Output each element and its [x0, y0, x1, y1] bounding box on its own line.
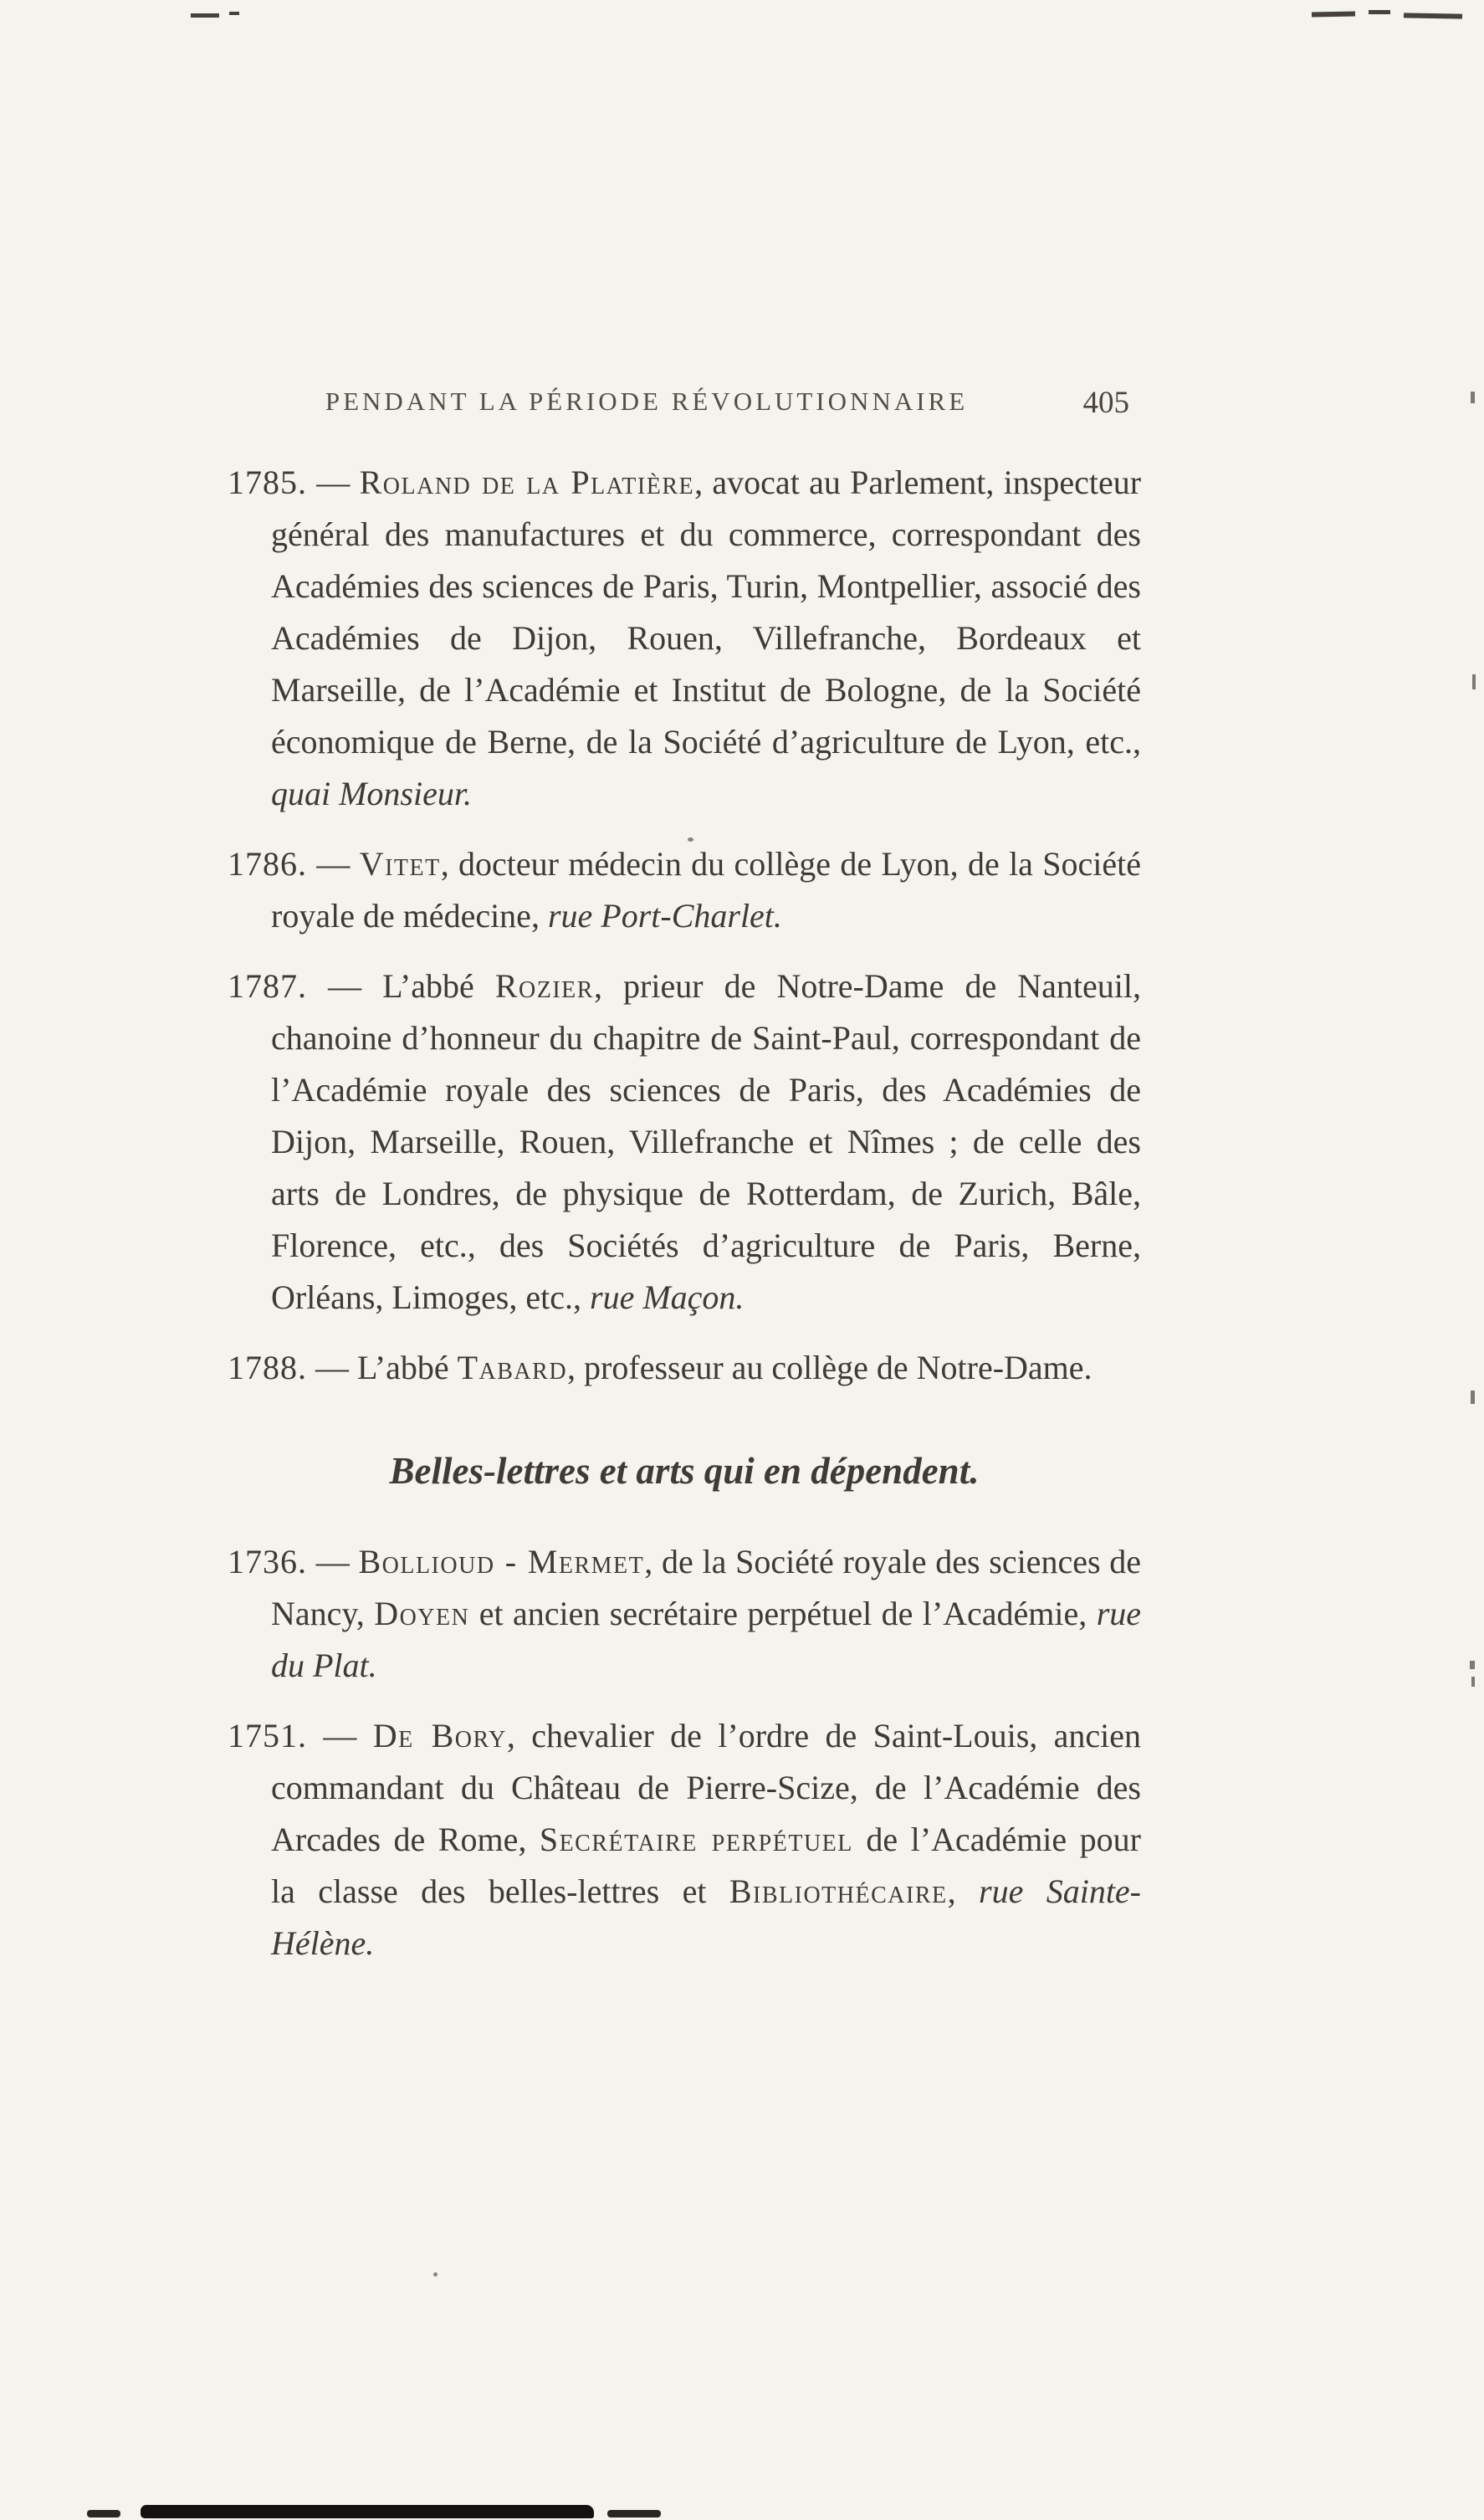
- running-head-title: PENDANT LA PÉRIODE RÉVOLUTIONNAIRE: [325, 387, 969, 416]
- page-edge-mark: [1471, 392, 1475, 403]
- page-edge-mark: [1471, 1391, 1475, 1404]
- book-page: [228, 387, 1141, 1988]
- entry-number: 1787.: [228, 967, 307, 1005]
- directory-entry: [228, 838, 1141, 942]
- page-edge-mark: [1471, 1677, 1475, 1687]
- directory-entry: [228, 1536, 1141, 1692]
- scan-speck: [433, 2272, 438, 2277]
- page-number: 405: [1082, 386, 1129, 420]
- page-edge-mark: [1472, 674, 1476, 689]
- scan-artifact-top-left-dash: [229, 12, 239, 15]
- entry-text: — L’abbé Rozier, prieur de Notre-Dame de Nanteuil, chanoine d’honneur du chapitre de Saint-Paul, correspondant de l’Académie royale des sciences de Paris, des Académies de Dijon, Marseille, Rouen, Villefranche et Nîmes ; de celle des arts de Londres, de physique de Rotterdam, de Zurich, Bâle, Florence, etc., des Sociétés d’agriculture de Paris, Berne, Orléans, Limoges, etc., rue Maçon.: [271, 967, 1142, 1316]
- scan-artifact-top-right-dash: [1404, 13, 1462, 18]
- directory-entry: [228, 1342, 1141, 1394]
- scan-artifact-bottom-blot: [87, 2510, 120, 2517]
- scan-artifact-bottom-blot: [141, 2505, 594, 2518]
- entry-text: — Vitet, docteur médecin du collège de Lyon, de la Société royale de médecine, rue Port-Charlet.: [271, 845, 1142, 935]
- section-heading: Belles-lettres et arts qui en dépendent.: [389, 1450, 980, 1492]
- running-head: [228, 387, 1141, 435]
- entry-text: — Bollioud - Mermet, de la Société royale des sciences de Nancy, Doyen et ancien secrétaire perpétuel de l’Académie, rue du Plat.: [271, 1543, 1142, 1684]
- scan-artifact-top-left-dash: [191, 13, 219, 18]
- entry-number: 1786.: [228, 845, 307, 883]
- entry-number: 1751.: [228, 1717, 307, 1754]
- entry-number: 1788.: [228, 1349, 307, 1386]
- entry-text: — L’abbé Tabard, professeur au collège de Notre-Dame.: [307, 1349, 1093, 1386]
- scan-artifact-bottom-blot: [607, 2510, 661, 2517]
- entry-number: 1785.: [228, 464, 307, 501]
- entry-text: — Roland de la Platière, avocat au Parlement, inspecteur général des manufactures et du commerce, correspondant des Académies des sciences de Paris, Turin, Montpellier, associé des Académies de Dijon, Rouen, Villefranche, Bordeaux et Marseille, de l’Académie et Institut de Bologne, de la Société économique de Berne, de la Société d’agriculture de Lyon, etc., quai Monsieur.: [271, 464, 1142, 812]
- scan-artifact-top-right-dash: [1369, 10, 1390, 14]
- entry-text: — De Bory, chevalier de l’ordre de Saint-Louis, ancien commandant du Château de Pierre-Scize, de l’Académie des Arcades de Rome, Secrétaire perpétuel de l’Académie pour la classe des belles-lettres et Bibliothécaire, rue Sainte-Hélène.: [271, 1717, 1142, 1962]
- directory-entry: [228, 960, 1141, 1324]
- directory-entry: [228, 1710, 1141, 1969]
- directory-entry: [228, 457, 1141, 820]
- page-edge-mark: [1470, 1661, 1475, 1669]
- entry-number: 1736.: [228, 1543, 307, 1580]
- scan-artifact-top-right-dash: [1312, 12, 1355, 18]
